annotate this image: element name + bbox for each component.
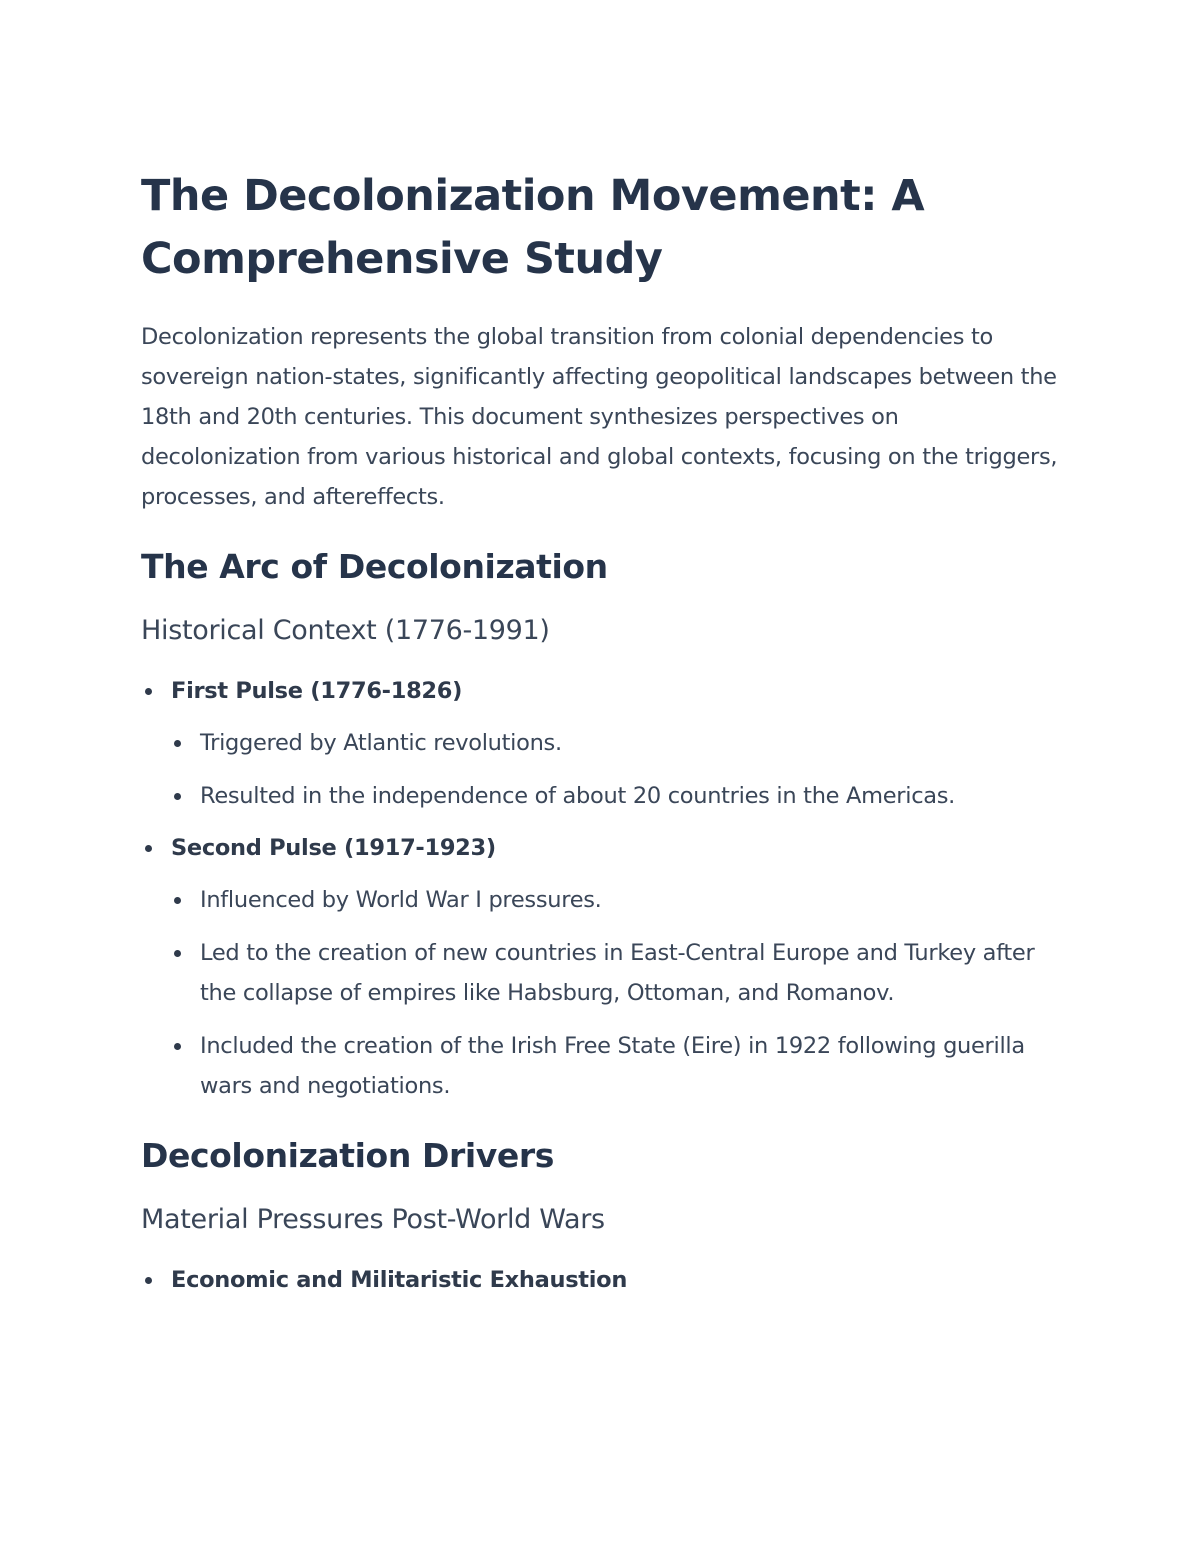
list-item-title: First Pulse (1776-1826): [171, 678, 463, 704]
bullet-icon: [145, 688, 152, 695]
list-item-title: Economic and Militaristic Exhaustion: [171, 1267, 628, 1293]
bullet-icon: [174, 740, 181, 747]
list-item: [141, 828, 1061, 1106]
bullet-icon: [174, 1043, 181, 1050]
document-title: The Decolonization Movement: A Comprehensive Study: [141, 171, 925, 284]
list-item-text: Led to the creation of new countries in East-Central Europe and Turkey after the collapse of empires like Habsburg, Ottoman, and Romanov.: [200, 940, 1035, 1006]
list-item-text: Resulted in the independence of about 20 countries in the Americas.: [200, 783, 956, 809]
list-item: [141, 1260, 1061, 1300]
section-subheading: Material Pressures Post-World Wars: [141, 1204, 605, 1235]
list-item-text: Influenced by World War I pressures.: [200, 887, 602, 913]
bullet-icon: [145, 1277, 152, 1284]
list-item: [141, 671, 1061, 816]
bullet-icon: [174, 793, 181, 800]
bullet-icon: [174, 897, 181, 904]
sub-bullet-list: [171, 880, 1061, 1106]
list-item: [171, 880, 1061, 920]
list-item: [171, 723, 1061, 763]
bullet-list: [141, 1260, 1061, 1300]
intro-paragraph: Decolonization represents the global transition from colonial dependencies to sovereign nation-states, significantly affecting geopolitical landscapes between the 18th and 20th centuries. This document synthesizes perspectives on decolonization from various historical and global contexts, focusing on the triggers, processes, and aftereffects.: [141, 324, 1058, 510]
section-subheading: Historical Context (1776-1991): [141, 615, 550, 646]
list-item-text: Triggered by Atlantic revolutions.: [200, 730, 562, 756]
list-item-title: Second Pulse (1917-1923): [171, 835, 496, 861]
sub-bullet-list: [171, 723, 1061, 816]
list-item: [171, 1026, 1061, 1106]
document-page: [141, 165, 1061, 1300]
list-item-text: Included the creation of the Irish Free State (Eire) in 1922 following guerilla wars and negotiations.: [200, 1033, 1025, 1099]
list-item: [171, 776, 1061, 816]
bullet-icon: [174, 950, 181, 957]
section-heading: Decolonization Drivers: [141, 1136, 554, 1175]
bullet-list: [141, 671, 1061, 1106]
list-item: [171, 933, 1061, 1013]
section-heading: The Arc of Decolonization: [141, 547, 608, 586]
bullet-icon: [145, 845, 152, 852]
